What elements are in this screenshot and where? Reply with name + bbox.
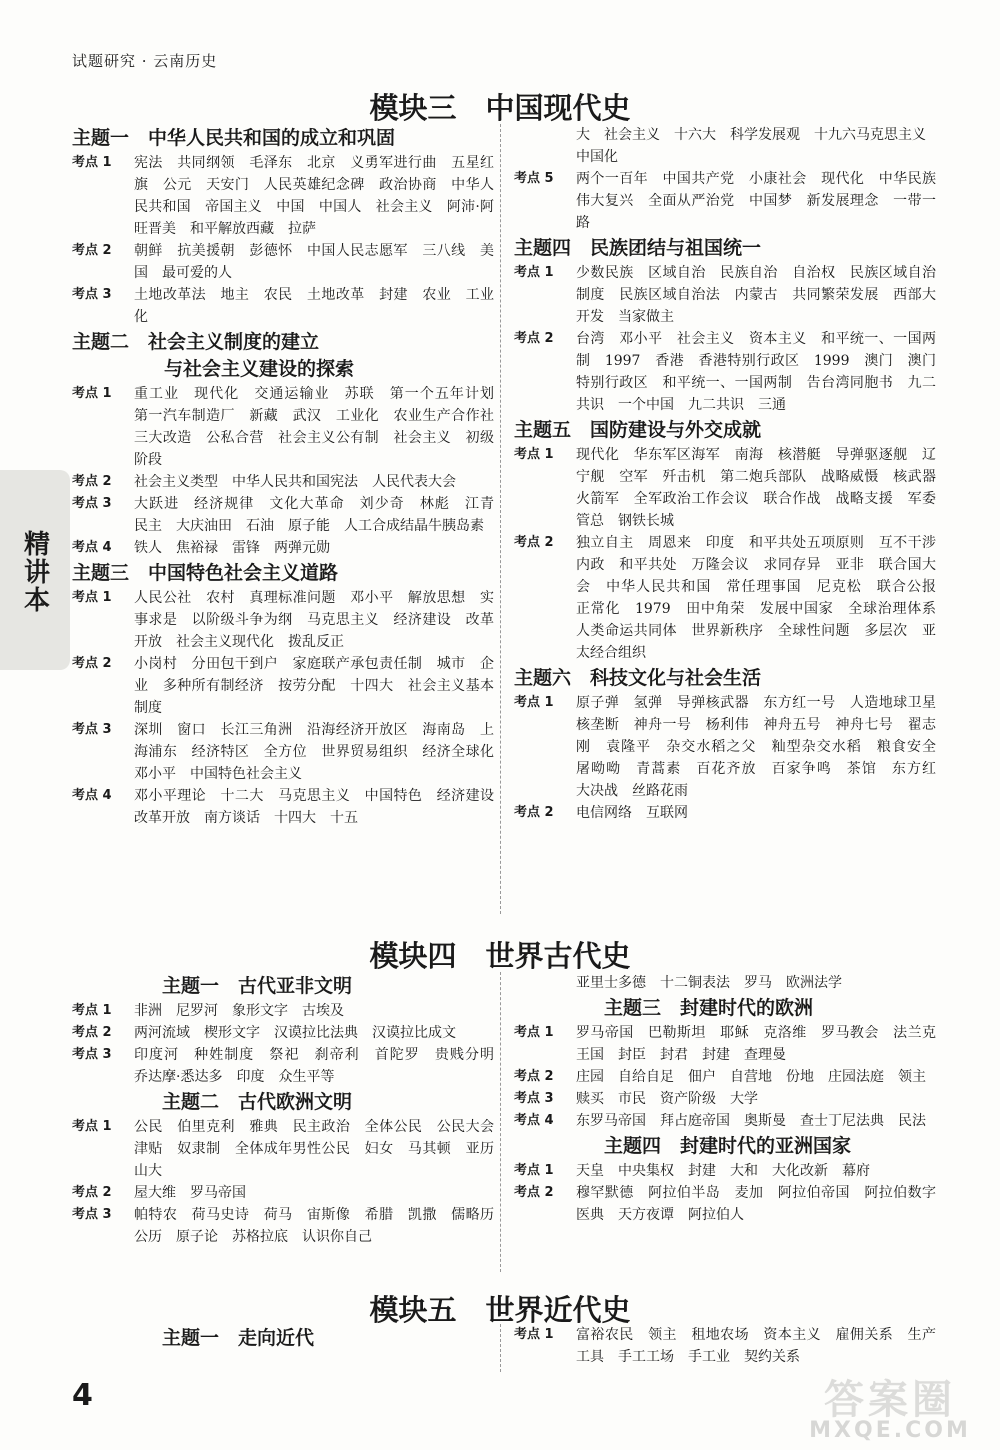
column-divider xyxy=(500,1324,501,1372)
knowledge-point xyxy=(514,532,950,664)
knowledge-point xyxy=(514,328,936,416)
knowledge-point xyxy=(514,1066,936,1088)
module-3-title: 模块三 中国现代史 xyxy=(369,91,631,125)
knowledge-point-text: 罗马帝国 巴勒斯坦 耶稣 克洛维 罗马教会 法兰克王国 封臣 封君 封建 查理曼 xyxy=(576,1025,936,1063)
knowledge-point-label: 考点 2 xyxy=(72,474,112,489)
knowledge-point-label: 考点 2 xyxy=(72,1025,112,1040)
column-divider xyxy=(500,124,501,914)
knowledge-point xyxy=(72,785,508,829)
knowledge-point-text: 帕特农 荷马史诗 荷马 宙斯像 希腊 凯撒 儒略历 公历 原子论 苏格拉底 认识你自己 xyxy=(134,1207,508,1245)
running-header: 试题研究 · 云南历史 xyxy=(72,52,218,70)
module-5-right-column xyxy=(514,1324,936,1368)
knowledge-point xyxy=(514,1088,936,1110)
knowledge-point-label: 考点 2 xyxy=(514,805,554,820)
module-4-right-column xyxy=(514,972,950,1226)
knowledge-point-text: 电信网络 互联网 xyxy=(576,805,688,821)
watermark-url: MXQE.COM xyxy=(809,1418,971,1443)
topic-heading: 主题五 国防建设与外交成就 xyxy=(514,419,762,441)
knowledge-point-label: 考点 3 xyxy=(72,1207,112,1222)
knowledge-point-text: 穆罕默德 阿拉伯半岛 麦加 阿拉伯帝国 阿拉伯数字 医典 天方夜谭 阿拉伯人 xyxy=(576,1185,950,1223)
knowledge-point-text: 社会主义类型 中华人民共和国宪法 人民代表大会 xyxy=(134,474,456,490)
knowledge-point xyxy=(72,1022,494,1044)
knowledge-point-text: 东罗马帝国 拜占庭帝国 奥斯曼 查士丁尼法典 民法 xyxy=(576,1113,926,1129)
knowledge-point-text: 深圳 窗口 长江三角洲 沿海经济开放区 海南岛 上海浦东 经济特区 全方位 世界贸易组织 经济全球化 邓小平 中国特色社会主义 xyxy=(134,722,508,782)
knowledge-point xyxy=(72,1204,508,1248)
knowledge-point-label: 考点 1 xyxy=(514,447,554,462)
knowledge-point xyxy=(72,719,508,785)
knowledge-point-text: 公民 伯里克利 雅典 民主政治 全体公民 公民大会 津贴 奴隶制 全体成年男性公民 妇女 马其顿 亚历山大 xyxy=(134,1119,508,1179)
topic-heading: 主题六 科技文化与社会生活 xyxy=(514,667,762,689)
knowledge-point xyxy=(72,284,494,328)
topic-heading: 主题二 古代欧洲文明 xyxy=(162,1091,353,1113)
topic-heading: 主题一 中华人民共和国的成立和巩固 xyxy=(72,127,396,149)
knowledge-point xyxy=(514,1022,936,1066)
knowledge-point xyxy=(72,1044,508,1088)
knowledge-point-text: 两个一百年 中国共产党 小康社会 现代化 中华民族伟大复兴 全面从严治党 中国梦 新发展理念 一带一路 xyxy=(576,171,936,231)
knowledge-point-label: 考点 1 xyxy=(514,1327,554,1342)
knowledge-point-text: 重工业 现代化 交通运输业 苏联 第一个五年计划 第一汽车制造厂 新藏 武汉 工业化 农业生产合作社 三大改造 公私合营 社会主义公有制 社会主义 初级阶段 xyxy=(134,386,508,468)
knowledge-point xyxy=(72,240,494,284)
side-tab xyxy=(0,470,70,670)
knowledge-point-text: 土地改革法 地主 农民 土地改革 封建 农业 工业化 xyxy=(134,287,494,325)
topic-heading: 主题一 走向近代 xyxy=(162,1327,315,1349)
knowledge-point-text: 赎买 市民 资产阶级 大学 xyxy=(576,1091,758,1107)
knowledge-point-label: 考点 4 xyxy=(72,540,112,555)
knowledge-point-label: 考点 4 xyxy=(514,1113,554,1128)
module-3-right-column xyxy=(514,124,950,824)
topic-heading-line2: 与社会主义建设的探索 xyxy=(164,358,355,380)
knowledge-point-text: 两河流域 楔形文字 汉谟拉比法典 汉谟拉比成文 xyxy=(134,1025,456,1041)
knowledge-point-label: 考点 1 xyxy=(72,386,112,401)
knowledge-point-label: 考点 3 xyxy=(72,722,112,737)
knowledge-point-label: 考点 1 xyxy=(514,265,554,280)
continued-text: 大 社会主义 十六大 科学发展观 十九六马克思主义中国化 xyxy=(576,127,926,165)
knowledge-point-label: 考点 1 xyxy=(514,1163,554,1178)
column-divider xyxy=(500,972,501,1272)
knowledge-point-text: 台湾 邓小平 社会主义 资本主义 和平统一、一国两制 1997 香港 香港特别行政区 1999 澳门 澳门特别行政区 和平统一、一国两制 告台湾同胞书 九二共识 一个中国 九二共识 三通 xyxy=(576,331,936,413)
side-tab-label: 精讲本 xyxy=(19,530,50,614)
knowledge-point-text: 原子弹 氢弹 导弹核武器 东方红一号 人造地球卫星 核垄断 神舟一号 杨利伟 神舟五号 神舟七号 翟志刚 袁隆平 杂交水稻之父 籼型杂交水稻 粮食安全 屠呦呦 青蒿素 百花齐放 百家争鸣 茶馆 东方红 大决战 丝路花雨 xyxy=(576,695,950,799)
knowledge-point-label: 考点 2 xyxy=(72,1185,112,1200)
knowledge-point xyxy=(72,471,494,493)
knowledge-point-text: 富裕农民 领主 租地农场 资本主义 雇佣关系 生产工具 手工工场 手工业 契约关系 xyxy=(576,1327,936,1365)
knowledge-point-label: 考点 1 xyxy=(72,590,112,605)
knowledge-point-label: 考点 1 xyxy=(72,1119,112,1134)
knowledge-point-label: 考点 1 xyxy=(514,1025,554,1040)
knowledge-point-label: 考点 2 xyxy=(514,331,554,346)
knowledge-point-label: 考点 1 xyxy=(72,155,112,170)
watermark-logo xyxy=(790,1368,990,1443)
knowledge-point-label: 考点 2 xyxy=(72,656,112,671)
knowledge-point-label: 考点 1 xyxy=(72,1003,112,1018)
knowledge-point-text: 少数民族 区域自治 民族自治 自治权 民族区域自治制度 民族区域自治法 内蒙古 共同繁荣发展 西部大开发 当家做主 xyxy=(576,265,936,325)
page-number: 4 xyxy=(72,1378,93,1413)
knowledge-point xyxy=(72,587,494,653)
knowledge-point-label: 考点 2 xyxy=(514,535,554,550)
knowledge-point xyxy=(514,444,950,532)
module-4-left-column xyxy=(72,972,508,1248)
knowledge-point xyxy=(72,152,494,240)
knowledge-point-label: 考点 3 xyxy=(72,1047,112,1062)
knowledge-point xyxy=(514,1160,936,1182)
knowledge-point xyxy=(72,493,508,537)
topic-heading: 主题四 封建时代的亚洲国家 xyxy=(604,1135,852,1157)
topic-heading: 主题三 中国特色社会主义道路 xyxy=(72,562,339,584)
topic-heading: 主题四 民族团结与祖国统一 xyxy=(514,237,762,259)
knowledge-point xyxy=(514,168,936,234)
knowledge-point-text: 印度河 种姓制度 祭祀 刹帝利 首陀罗 贵贱分明 乔达摩·悉达多 印度 众生平等 xyxy=(134,1047,508,1085)
knowledge-point xyxy=(72,1116,508,1182)
knowledge-point-label: 考点 4 xyxy=(72,788,112,803)
knowledge-point-text: 铁人 焦裕禄 雷锋 两弹元勋 xyxy=(134,540,330,556)
knowledge-point xyxy=(72,383,508,471)
knowledge-point-text: 人民公社 农村 真理标准问题 邓小平 解放思想 实事求是 以阶级斗争为纲 马克思主义 经济建设 改革开放 社会主义现代化 拨乱反正 xyxy=(134,590,494,650)
module-3-left-column xyxy=(72,124,508,829)
knowledge-point-text: 非洲 尼罗河 象形文字 古埃及 xyxy=(134,1003,344,1019)
continued-text: 亚里士多德 十二铜表法 罗马 欧洲法学 xyxy=(576,975,842,991)
knowledge-point-text: 大跃进 经济规律 文化大革命 刘少奇 林彪 江青 民主 大庆油田 石油 原子能 人工合成结晶牛胰岛素 xyxy=(134,496,508,534)
knowledge-point xyxy=(514,1182,950,1226)
topic-heading: 主题三 封建时代的欧洲 xyxy=(604,997,814,1019)
module-4-title: 模块四 世界古代史 xyxy=(369,939,631,973)
knowledge-point-text: 天皇 中央集权 封建 大和 大化改新 幕府 xyxy=(576,1163,870,1179)
knowledge-point-text: 朝鲜 抗美援朝 彭德怀 中国人民志愿军 三八线 美国 最可爱的人 xyxy=(134,243,494,281)
knowledge-point-label: 考点 3 xyxy=(72,287,112,302)
knowledge-point xyxy=(514,1324,936,1368)
topic-heading: 主题二 社会主义制度的建立 xyxy=(72,331,320,353)
knowledge-point-text: 庄园 自给自足 佃户 自营地 份地 庄园法庭 领主 xyxy=(576,1069,926,1085)
knowledge-point-text: 小岗村 分田包干到户 家庭联产承包责任制 城市 企业 多种所有制经济 按劳分配 十四大 社会主义基本制度 xyxy=(134,656,494,716)
module-5-left-column xyxy=(72,1324,494,1352)
knowledge-point xyxy=(514,692,950,802)
knowledge-point-text: 屋大维 罗马帝国 xyxy=(134,1185,246,1201)
knowledge-point xyxy=(514,1110,936,1132)
knowledge-point xyxy=(72,1000,494,1022)
knowledge-point-label: 考点 3 xyxy=(72,496,112,511)
knowledge-point-label: 考点 5 xyxy=(514,171,554,186)
knowledge-point xyxy=(514,802,936,824)
watermark-mark: 答案圈 xyxy=(824,1377,956,1423)
knowledge-point xyxy=(514,262,936,328)
knowledge-point-label: 考点 1 xyxy=(514,695,554,710)
knowledge-point-label: 考点 2 xyxy=(72,243,112,258)
module-5-title: 模块五 世界近代史 xyxy=(369,1293,631,1327)
knowledge-point-label: 考点 3 xyxy=(514,1091,554,1106)
knowledge-point xyxy=(72,1182,494,1204)
knowledge-point-label: 考点 2 xyxy=(514,1185,554,1200)
topic-heading: 主题一 古代亚非文明 xyxy=(162,975,353,997)
knowledge-point xyxy=(72,653,494,719)
knowledge-point-text: 宪法 共同纲领 毛泽东 北京 义勇军进行曲 五星红旗 公元 天安门 人民英雄纪念碑 政治协商 中华人民共和国 帝国主义 中国 中国人 社会主义 阿沛·阿旺晋美 和平解放西藏 拉萨 xyxy=(134,155,494,237)
knowledge-point-label: 考点 2 xyxy=(514,1069,554,1084)
knowledge-point xyxy=(72,537,494,559)
knowledge-point-text: 邓小平理论 十二大 马克思主义 中国特色 经济建设 改革开放 南方谈话 十四大 十五 xyxy=(134,788,508,826)
knowledge-point-text: 独立自主 周恩来 印度 和平共处五项原则 互不干涉内政 和平共处 万隆会议 求同存异 亚非 联合国大会 中华人民共和国 常任理事国 尼克松 联合公报 正常化 1979 田中角荣 发展中国家 全球治理体系 人类命运共同体 世界新秩序 全球性问题 多层次 亚太经合组织 xyxy=(576,535,950,661)
knowledge-point-text: 现代化 华东军区海军 南海 核潜艇 导弹驱逐舰 辽宁舰 空军 歼击机 第二炮兵部队 战略威慑 核武器 火箭军 全军政治工作会议 联合作战 战略支援 军委管总 钢铁长城 xyxy=(576,447,950,529)
